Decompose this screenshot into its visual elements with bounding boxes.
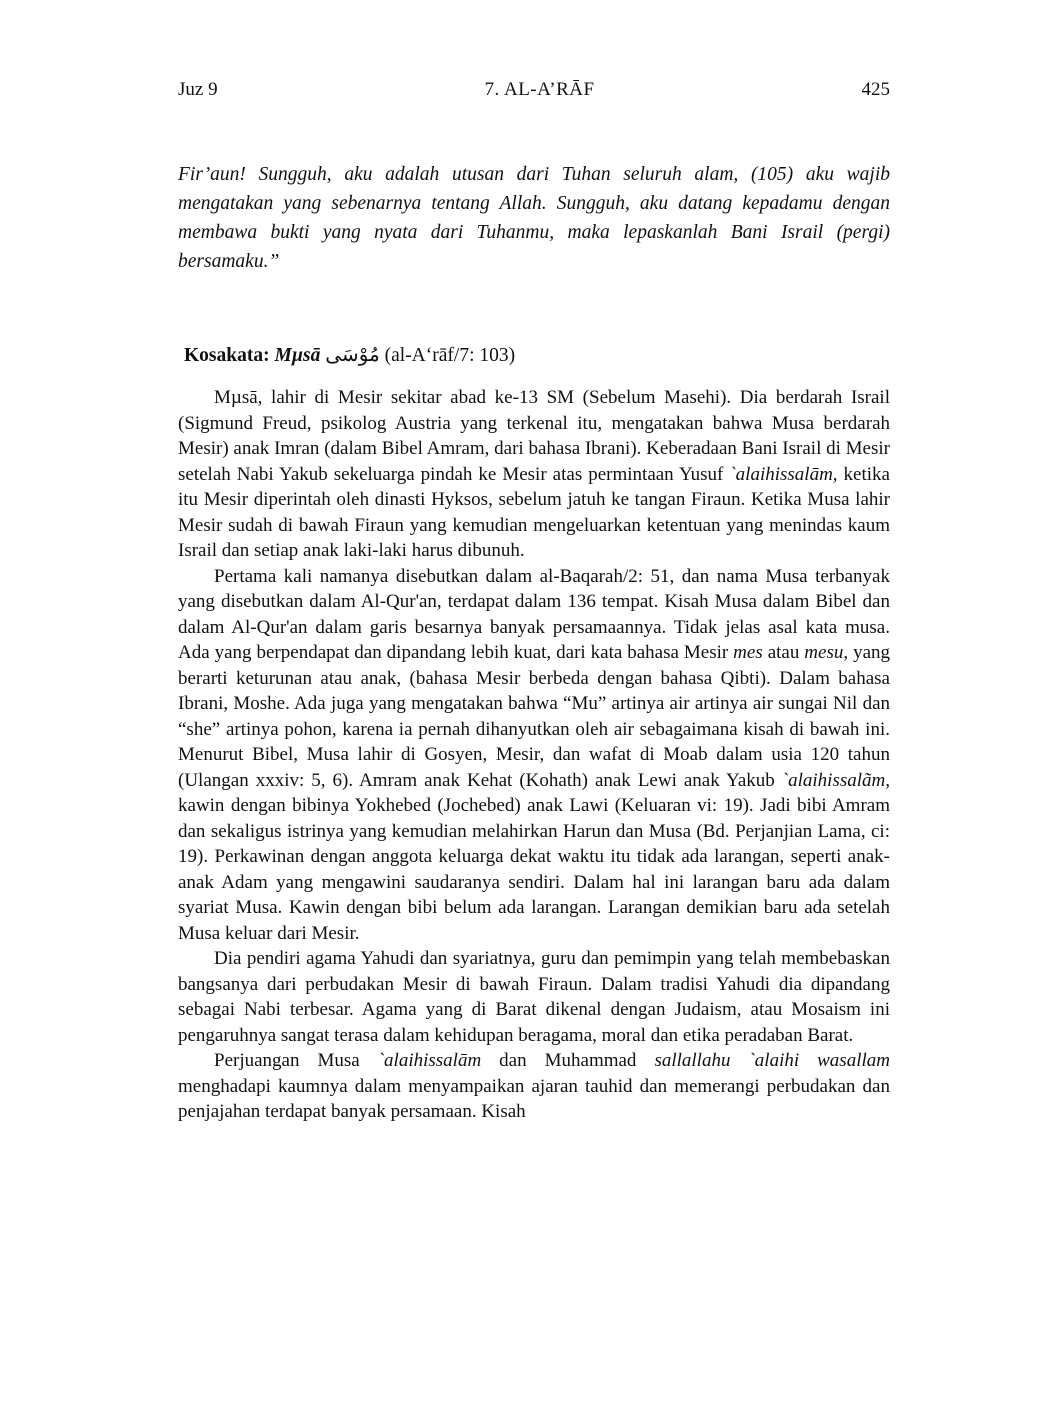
text-run: dan Muhammad	[481, 1050, 655, 1071]
text-run: menghadapi kaumnya dalam menyampaikan ajaran tauhid dan memerangi perbudakan dan penjajahan terdapat banyak persamaan. Kisah	[178, 1075, 890, 1122]
paragraph	[178, 946, 890, 1048]
page-header	[178, 78, 890, 102]
text-run: `alaihissalām,	[729, 463, 838, 485]
kosakata-term: Mµsā	[274, 345, 321, 366]
text-run: atau	[762, 642, 805, 663]
text-run: `alaihissalãm,	[781, 769, 890, 791]
paragraph	[178, 1048, 890, 1125]
paragraph	[178, 564, 890, 947]
paragraph	[178, 385, 890, 564]
text-run: ketika itu Mesir diperintah oleh dinasti Hyksos, sebelum jatuh ke tangan Firaun. Ketika Musa lahir Mesir sudah di bawah Firaun yang kemudian mengeluarkan ketentuan yang menindas kaum Israil dan setiap anak laki-laki harus dibunuh.	[178, 463, 890, 561]
page-content	[178, 78, 890, 1125]
text-run: Dia pendiri agama Yahudi dan syariatnya, guru dan pemimpin yang telah membebaskan bangsanya dari perbudakan Mesir di bawah Firaun. Dalam tradisi Yahudi dia dipandang sebagai Nabi terbesar. Agama yang di Barat dikenal dengan Judaism, atau Mosaism ini pengaruhnya sangat terasa dalam kehidupan beragama, moral dan etika peradaban Barat.	[178, 948, 890, 1046]
text-run: kawin dengan bibinya Yokhebed (Jochebed) anak Lawi (Keluaran vi: 19). Jadi bibi Amram dan sekaligus istrinya yang kemudian melahirkan Harun dan Musa (Bd. Perjanjian Lama, ci: 19). Perkawinan dengan anggota keluarga dekat waktu itu tidak ada larangan, seperti anak-anak Adam yang mengawini saudaranya sendiri. Dalam hal ini larangan baru ada dalam syariat Musa. Kawin dengan bibi belum ada larangan. Larangan demikian baru ada setelah Musa keluar dari Mesir.	[178, 795, 890, 944]
text-run: , yang berarti keturunan atau anak, (bahasa Mesir berbeda dengan bahasa Qibti). Dalam bahasa Ibrani, Moshe. Ada juga yang mengatakan bahwa “Mu” artinya air artinya air sungai Nil dan “she” artinya pohon, karena ia pernah dihanyutkan oleh air sebagaimana kisah di bawah ini. Menurut Bibel, Musa lahir di Gosyen, Mesir, dan wafat di Moab dalam usia 120 tahun (Ulangan xxxiv: 5, 6). Amram anak Kehat (Kohath) anak Lewi anak Yakub	[178, 642, 890, 791]
text-run: mes	[733, 642, 763, 663]
kosakata-heading	[178, 342, 890, 369]
body-paragraphs	[178, 385, 890, 1125]
kosakata-arabic-text: مُوْسَى	[325, 344, 380, 366]
text-run: `alaihissalām	[377, 1050, 482, 1071]
text-run: Perjuangan Musa	[214, 1050, 378, 1071]
kosakata-reference: (al-A‘rāf/7: 103)	[384, 345, 516, 366]
chapter-title: 7. AL-A’RĀF	[484, 79, 595, 100]
text-run: mesu	[804, 642, 844, 663]
text-run: Mµsā, lahir di Mesir sekitar abad ke-13 SM (Sebelum Masehi). Dia berdarah Israil (Sigmund Freud, psikolog Austria yang terkenal itu, mengatakan bahwa Musa berdarah Mesir) anak Imran (dalam Bibel Amram, dari bahasa Ibrani). Keberadaan Bani Israil di Mesir setelah Nabi Yakub sekeluarga pindah ke Mesir atas permintaan Yusuf	[178, 387, 890, 485]
kosakata-label: Kosakata:	[184, 345, 270, 366]
juz-label: Juz 9	[178, 79, 218, 100]
text-run: sallallahu `alaihi wasallam	[654, 1050, 890, 1071]
page-number: 425	[861, 79, 890, 100]
text-run: Pertama kali namanya disebutkan dalam al-Baqarah/2: 51, dan nama Musa terbanyak yang disebutkan dalam Al-Qur'an, terdapat dalam 136 tempat. Kisah Musa dalam Bibel dan dalam Al-Qur'an dalam garis besarnya banyak persamaannya. Tidak jelas asal kata musa. Ada yang berpendapat dan dipandang lebih kuat, dari kata bahasa Mesir	[178, 565, 890, 663]
quote-paragraph: Fir’aun! Sungguh, aku adalah utusan dari Tuhan seluruh alam, (105) aku wajib mengatakan yang sebenarnya tentang Allah. Sungguh, aku datang kepadamu dengan membawa bukti yang nyata dari Tuhanmu, maka lepaskanlah Bani Israil (pergi) bersamaku.”	[178, 164, 890, 272]
